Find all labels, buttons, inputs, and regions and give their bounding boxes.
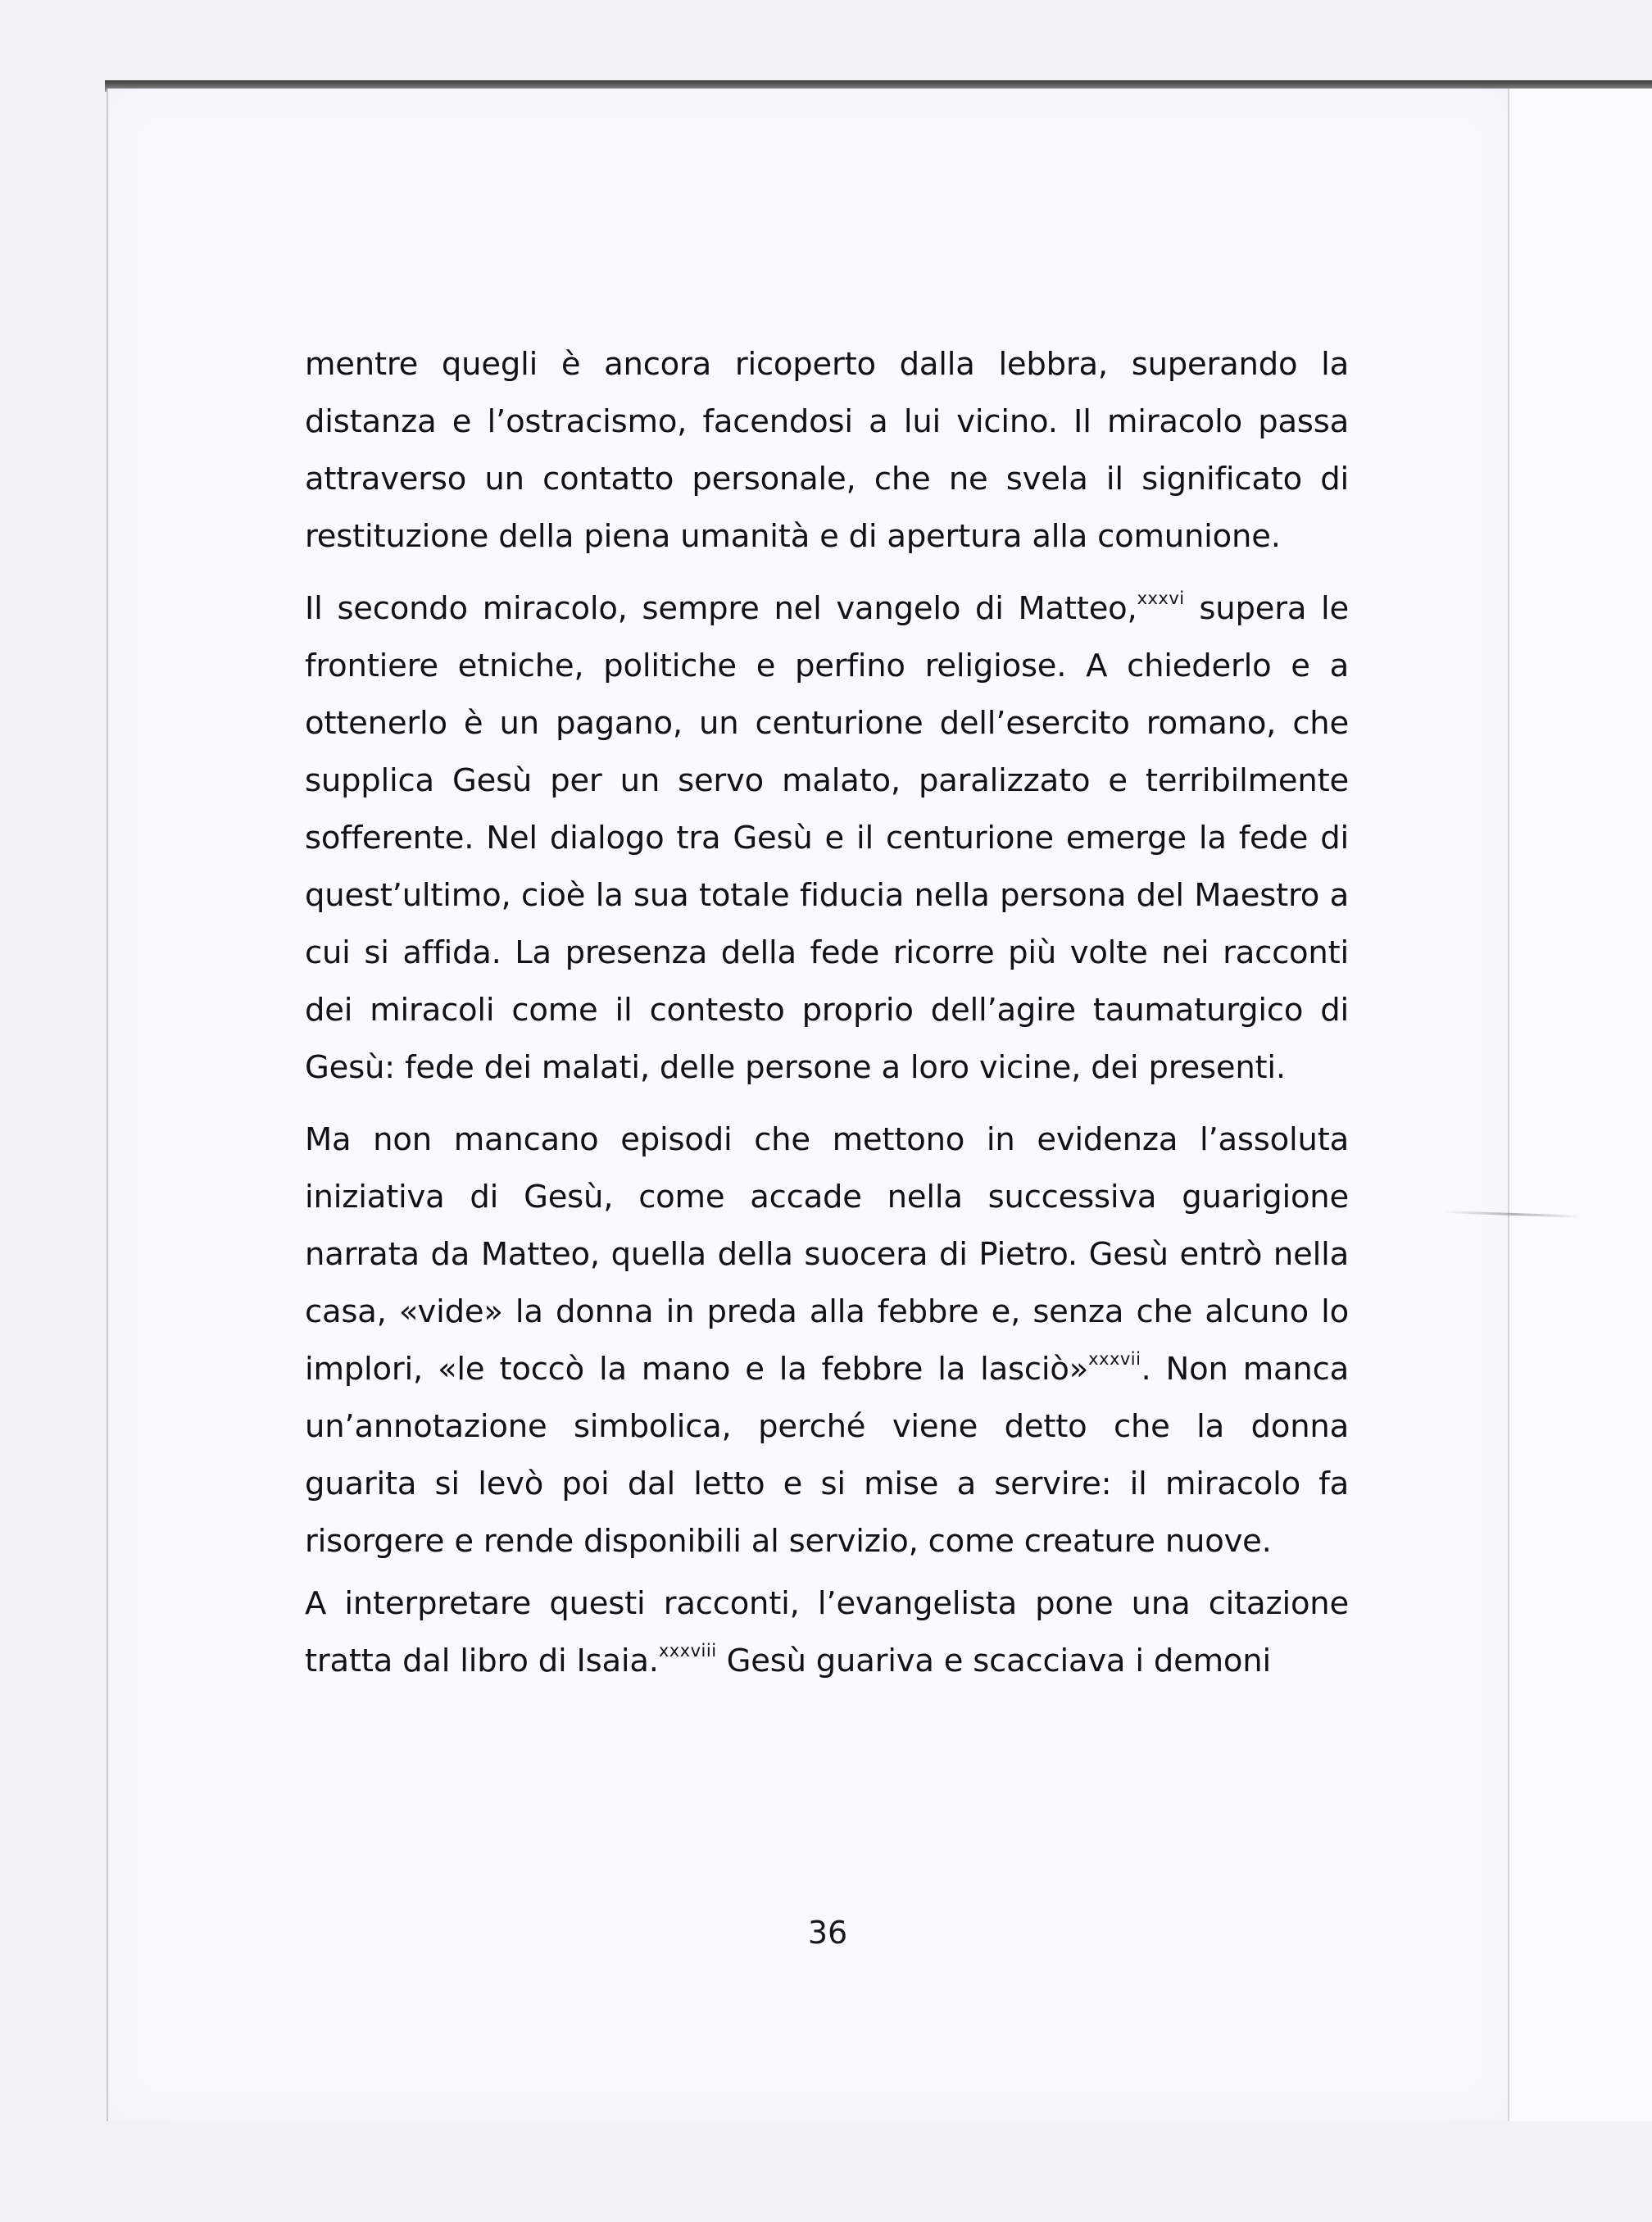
- paragraph-1-text: mentre quegli è ancora ricoperto dalla lebbra, superando la distanza e l’ostracismo, facendosi a lui vicino. Il miracolo passa attraverso un contatto personale, che ne svela il significato di restituzione della piena umanità e di apertura alla comunione.: [305, 346, 1349, 555]
- paragraph-2-text-a: Il secondo miracolo, sempre nel vangelo di Matteo,: [305, 590, 1137, 627]
- paragraph-3-text-b: . Non manca un’annotazione simbolica, perché viene detto che la donna guarita si levò poi dal letto e si mise a servire: il miracolo fa risorgere e rende disponibili al servizio, come creature nuove.: [305, 1351, 1349, 1560]
- paragraph-1: [305, 336, 1349, 566]
- page-body: [305, 336, 1349, 1690]
- facing-page-edge: [1508, 89, 1652, 2121]
- footnote-ref-xxxvii: xxxvii: [1088, 1349, 1141, 1369]
- page-number: 36: [807, 1915, 848, 1951]
- paragraph-3: [305, 1111, 1349, 1570]
- paragraph-3-text-a: Ma non mancano episodi che mettono in evidenza l’assoluta iniziativa di Gesù, come accade nella successiva guarigione narrata da Matteo, quella della suocera di Pietro. Gesù entrò nella casa, «vide» la donna in preda alla febbre e, senza che alcuno lo implori, «le toccò la mano e la febbre la lasciò»: [305, 1121, 1349, 1388]
- paragraph-2-text-b: supera le frontiere etniche, politiche e perfino religiose. A chiederlo e a ottenerlo è un pagano, un centurione dell’esercito romano, che supplica Gesù per un servo malato, paralizzato e terribilmente sofferente. Nel dialogo tra Gesù e il centurione emerge la fede di quest’ultimo, cioè la sua totale fiducia nella persona del Maestro a cui si affida. La presenza della fede ricorre più volte nei racconti dei miracoli come il contesto proprio dell’agire taumaturgico di Gesù: fede dei malati, delle persone a loro vicine, dei presenti.: [305, 590, 1349, 1086]
- paragraph-2: [305, 580, 1349, 1097]
- paragraph-4: [305, 1575, 1349, 1690]
- paragraph-4-text-b: Gesù guariva e scacciava i demoni: [716, 1643, 1271, 1679]
- footnote-ref-xxxvi: xxxvi: [1137, 588, 1185, 608]
- footnote-ref-xxxviii: xxxviii: [658, 1641, 717, 1661]
- paragraph-4-text-a: A interpretare questi racconti, l’evangelista pone una citazione tratta dal libro di Isaia.: [305, 1585, 1349, 1679]
